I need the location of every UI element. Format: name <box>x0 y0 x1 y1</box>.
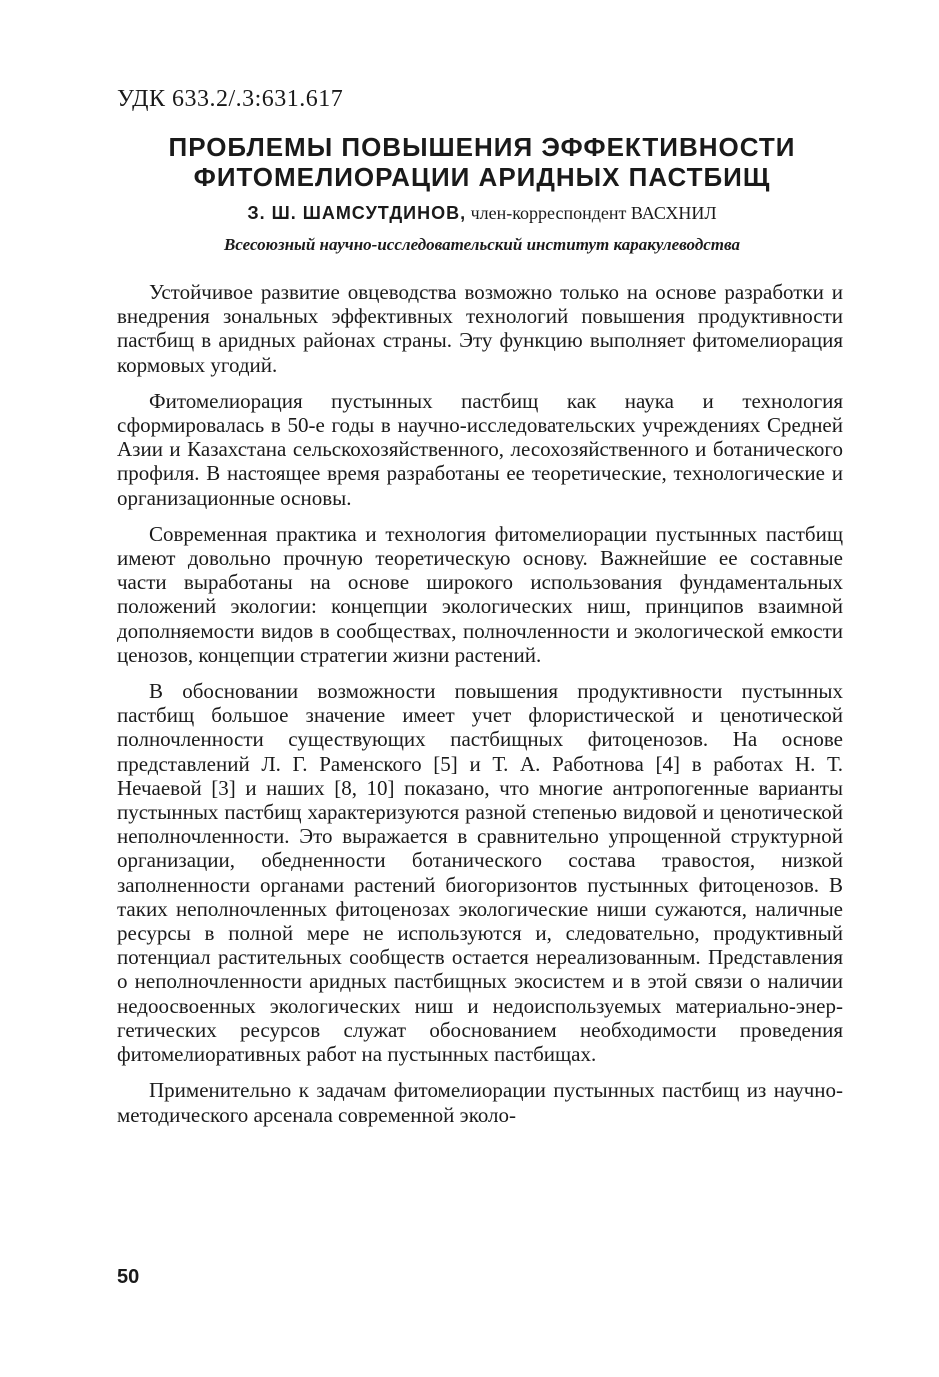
article-body <box>117 280 843 1139</box>
author-line <box>117 203 847 224</box>
article-title <box>117 132 847 192</box>
page-number: 50 <box>117 1266 140 1288</box>
author-position: член-корреспондент ВАСХНИЛ <box>470 203 717 223</box>
paragraph-1: Устойчивое развитие овцеводства возможно только на основе разработки и внедрения зональных эффективных технологий повышения продуктивности пастбищ в аридных районах страны. Эту функцию выполняет фитомелиорация кормовых угодий. <box>117 280 843 377</box>
author-name: З. Ш. ШАМСУТДИНОВ, <box>247 203 467 223</box>
paragraph-5: Применительно к задачам фитомелиорации пустынных пастбищ из научно-методического арсенала современной эколо- <box>117 1078 843 1127</box>
title-line-2: ФИТОМЕЛИОРАЦИИ АРИДНЫХ ПАСТБИЩ <box>193 162 771 192</box>
affiliation: Всесоюзный научно-исследовательский институт каракулеводства <box>223 235 741 254</box>
paragraph-2: Фитомелиорация пустынных пастбищ как наука и технология сформировалась в 50-е годы в научно-исследовательских учреждениях Средней Азии и Казахстана сельскохозяйственного, лесохозяйственного и ботанического профиля. В настоящее время разработаны ее теоретические, технологические и организационные основы. <box>117 388 843 510</box>
paragraph-4: В обосновании возможности повышения продуктивности пустынных пастбищ большое значение имеет учет флористической и ценотической полночленности существующих пастбищных фитоценозов. На основе представлений Л. Г. Раменского [5] и Т. А. Работнова [4] в работах Н. Т. Нечаевой [3] и наших [8, 10] показано, что многие антропогенные варианты пустынных пастбищ характеризуются разной степенью видовой и ценотической неполночленности. Это выражается в сравнительно упрощенной структурной организации, обедненности ботанического состава травостоя, низкой заполненности органами растений биогоризонтов пустынных фитоценозов. В таких неполночленных фитоценозах экологические ниши сужаются, наличные ресурсы в полной мере не используются и, следовательно, продуктивный потенциал растительных сообществ остается нереализованным. Представления о неполночленности аридных пастбищных экосистем и в этой связи о наличии недоосвоенных экологических ниш и недоиспользуемых материально-энергетических ресурсов служат обоснованием необходимости проведения фитомелиоративных работ на пустынных пастбищах. <box>117 679 843 1067</box>
udk-code: УДК 633.2/.3:631.617 <box>117 86 344 112</box>
title-line-1: ПРОБЛЕМЫ ПОВЫШЕНИЯ ЭФФЕКТИВНОСТИ <box>168 132 796 162</box>
paragraph-3: Современная практика и технология фитомелиорации пустынных пастбищ имеют довольно прочную теоретическую основу. Важнейшие ее составные части выработаны на основе широкого использования фундаментальных положений экологии: концепции экологических ниш, принципов взаимной дополняемости видов в сообществах, полночленности и экологической емкости ценозов, концепции стратегии жизни растений. <box>117 521 843 667</box>
